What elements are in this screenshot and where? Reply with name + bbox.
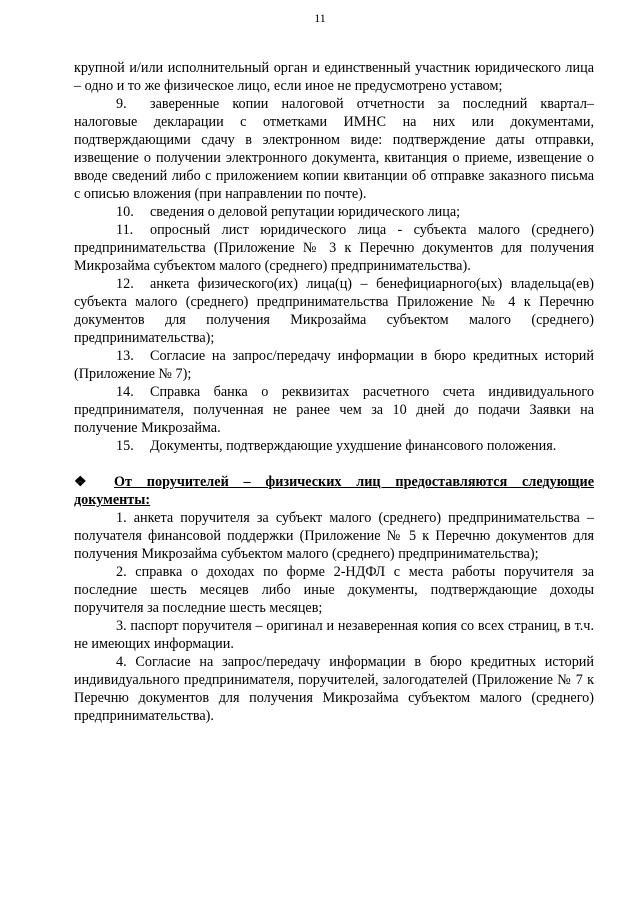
diamond-bullet-icon: ❖ — [74, 474, 87, 490]
item-number: 9. — [116, 96, 127, 112]
list-item — [74, 437, 594, 455]
list-item — [74, 95, 594, 203]
item-text: заверенные копии налоговой отчетности за последний квартал–налоговые декларации с отметками ИМНС на них или документами, подтверждающими сдачу в электронном виде: подтверждение даты отправки, извещение о получении электронного документа, квитанция о приеме, извещение о вводе сведений либо с приложением копии квитанции об отправке заказного письма с описью вложения (при направлении по почте). — [74, 96, 594, 202]
list-item — [74, 347, 594, 383]
item-text: опросный лист юридического лица - субъекта малого (среднего) предпринимательства (Приложение № 3 к Перечню документов для получения Микрозайма субъектом малого (среднего) предпринимательства). — [74, 222, 594, 274]
list-item: 3. паспорт поручителя – оригинал и незаверенная копия со всех страниц, в т.ч. не имеющих информации. — [74, 618, 594, 652]
item-text: Документы, подтверждающие ухудшение финансового положения. — [150, 438, 557, 454]
item-number: 13. — [116, 348, 134, 364]
item-text: анкета физического(их) лица(ц) – бенефициарного(ых) владельца(ев) субъекта малого (среднего) предпринимательства Приложение № 4 к Перечню документов для получения Микрозайма субъектом малого (среднего) предпринимательства); — [74, 276, 594, 346]
document-body — [74, 59, 594, 725]
item-text: Согласие на запрос/передачу информации в бюро кредитных историй (Приложение № 7); — [74, 348, 594, 382]
list-item: 2. справка о доходах по форме 2-НДФЛ с места работы поручителя за последние шесть месяцев либо иные документы, подтверждающие доходы поручителя за последние шесть месяцев; — [74, 564, 594, 616]
page-number: 11 — [314, 11, 326, 25]
item-number: 15. — [116, 438, 134, 454]
documents-list — [74, 95, 594, 455]
item-number: 14. — [116, 384, 134, 400]
list-item: 4. Согласие на запрос/передачу информации в бюро кредитных историй индивидуального предпринимателя, поручителей, залогодателей (Приложение № 7 к Перечню документов для получения Микрозайма субъектом малого (среднего) предпринимательства). — [74, 654, 594, 724]
item-text: Справка банка о реквизитах расчетного счета индивидуального предпринимателя, полученная не ранее чем за 10 дней до подачи Заявки на получение Микрозайма. — [74, 384, 594, 436]
list-item — [74, 203, 594, 221]
section-heading — [74, 473, 594, 509]
section-heading-text: От поручителей – физических лиц предоставляются следующие документы: — [74, 474, 594, 508]
item-number: 10. — [116, 204, 134, 220]
item-number: 12. — [116, 276, 134, 292]
list-item: 1. анкета поручителя за субъект малого (среднего) предпринимательства – получателя финансовой поддержки (Приложение № 5 к Перечню документов для получения Микрозайма субъектом малого (среднего) предпринимательства); — [74, 510, 594, 562]
item-number: 11. — [116, 222, 134, 238]
intro-paragraph: крупной и/или исполнительный орган и единственный участник юридического лица – одно и то же физическое лицо, если иное не предусмотрено уставом; — [74, 60, 594, 94]
guarantor-documents-list — [74, 509, 594, 725]
list-item — [74, 383, 594, 437]
item-text: сведения о деловой репутации юридического лица; — [150, 204, 461, 220]
list-item — [74, 275, 594, 347]
list-item — [74, 221, 594, 275]
